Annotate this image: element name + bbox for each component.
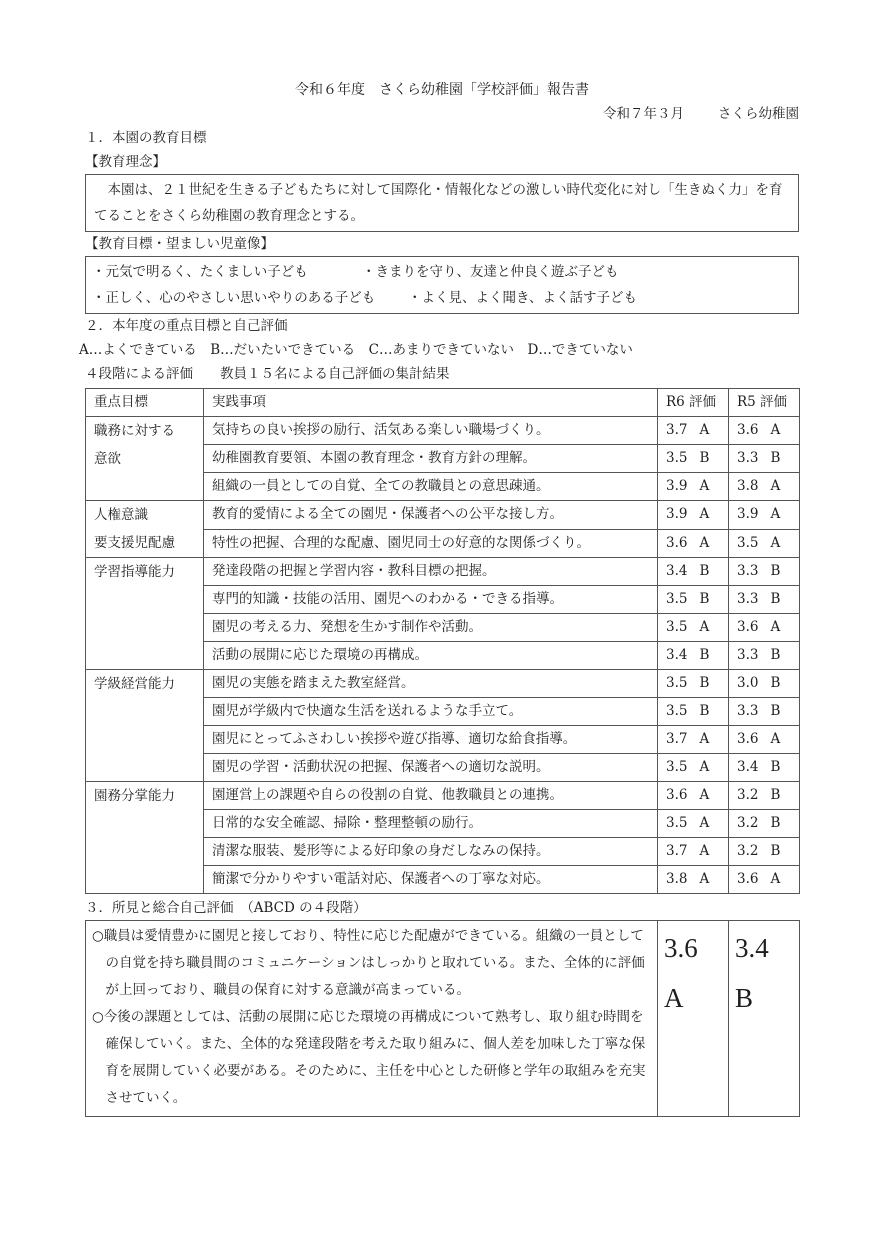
overall-r6-cell [658,921,729,1117]
practice-cell: 園児が学級内で快適な生活を送れるような手立て。 [204,698,658,726]
philosophy-label: 【教育理念】 [85,154,166,170]
r5-grade: B [770,815,781,831]
evaluation-note: ４段階による評価 教員１５名による自己評価の集計結果 [85,366,450,382]
r6-score: 3.4 [666,647,688,663]
section3-heading: ３．所見と総合自己評価 （ABCD の４段階） [85,900,367,916]
summary-row [86,921,800,1117]
r6-score: 3.5 [666,450,688,466]
r5-grade: B [770,675,781,691]
r6-grade: A [699,534,710,551]
goals-label: 【教育目標・望ましい児童像】 [85,236,274,252]
goal-item: ・きまりを守り、友達と仲良く遊ぶ子ども [362,264,619,280]
r5-grade: B [770,563,781,579]
r5-grade: A [770,478,781,494]
r5-grade: B [770,703,781,719]
r6-score: 3.5 [666,815,688,831]
r6-score: 3.9 [666,478,688,494]
finding-paragraph: ○今後の課題としては、活動の展開に応じた環境の再構成について熟考し、取り組む時間を確保していく。また、全体的な発達段階を考えた取り組みに、個人差を加味した丁寧な保育を展開していく必要がある。そのために、主任を中心とした研修と学年の取組みを充実させていく。 [92,1009,646,1106]
practice-cell: 園児の実態を踏まえた教室経営。 [204,670,658,698]
r6-score: 3.5 [666,619,688,635]
r6-grade: A [699,815,710,831]
category-label: 人権意識 [94,507,148,523]
r6-score: 3.7 [666,422,688,438]
r6-evaluation-cell [658,670,729,698]
r5-grade: A [770,619,781,635]
r5-score: 3.6 [737,619,759,635]
r6-score: 3.7 [666,731,688,747]
r5-evaluation-cell [729,473,800,501]
r5-score: 3.2 [737,843,759,859]
table-header-row [86,389,800,417]
category-cell [86,782,204,894]
category-cell [86,417,204,501]
r6-grade: A [699,731,710,747]
r6-evaluation-cell [658,473,729,501]
summary-table [85,920,800,1117]
r5-grade: A [770,506,781,523]
r6-score: 3.7 [666,843,688,859]
r6-evaluation-cell [658,782,729,810]
r6-evaluation-cell [658,726,729,754]
goals-row [92,285,790,311]
table-row [86,501,800,530]
category-cell [86,670,204,782]
practice-cell: 教育的愛情による全ての園児・保護者への公平な接し方。 [204,501,658,530]
r5-grade: B [770,647,781,663]
r5-evaluation-cell [729,810,800,838]
r6-grade: A [699,422,710,438]
goal-item: ・よく見、よく聞き、よく話す子ども [408,290,637,306]
r5-score: 3.5 [737,534,759,551]
practice-cell: 気持ちの良い挨拶の励行、活気ある楽しい職場づくり。 [204,417,658,445]
category-label: 学習指導能力 [94,564,175,580]
practice-cell: 簡潔で分かりやすい電話対応、保護者への丁寧な対応。 [204,866,658,894]
r5-score: 3.9 [737,506,759,523]
goals-row [92,259,790,285]
r5-evaluation-cell [729,586,800,614]
r5-score: 3.8 [737,478,759,494]
r6-evaluation-cell [658,586,729,614]
r6-grade: A [699,871,710,887]
practice-cell: 専門的知識・技能の活用、園児へのわかる・できる指導。 [204,586,658,614]
column-header: R5 評価 [729,389,800,417]
r5-grade: A [770,731,781,747]
column-header: 実践事項 [204,389,658,417]
r6-evaluation-cell [658,866,729,894]
r5-evaluation-cell [729,754,800,782]
r6-score: 3.4 [666,563,688,579]
overall-r5-cell [729,921,800,1117]
r5-grade: B [770,843,781,859]
r6-evaluation-cell [658,810,729,838]
goal-item: ・正しく、心のやさしい思いやりのある子ども [92,290,376,306]
r6-evaluation-cell [658,501,729,530]
r6-grade: B [699,591,710,607]
r6-score: 3.5 [666,759,688,775]
r6-evaluation-cell [658,529,729,558]
practice-cell: 日常的な安全確認、掃除・整理整頓の励行。 [204,810,658,838]
practice-cell: 園運営上の課題や自らの役割の自覚、他教職員との連携。 [204,782,658,810]
r5-score: 3.6 [737,731,759,747]
section1-heading: １．本園の教育目標 [85,130,207,146]
table-row [86,558,800,586]
r5-grade: B [770,450,781,466]
r6-score: 3.5 [666,675,688,691]
r5-score: 3.3 [737,591,759,607]
r5-score: 3.3 [737,647,759,663]
evaluation-table-body [86,417,800,894]
r6-grade: A [699,506,710,523]
section2-heading: ２．本年度の重点目標と自己評価 [85,318,288,334]
r5-grade: A [770,534,781,551]
r5-score: 3.6 [737,871,759,887]
overall-r6-grade: A [664,983,684,1013]
r5-grade: B [770,759,781,775]
practice-cell: 園児にとってふさわしい挨拶や遊び指導、適切な給食指導。 [204,726,658,754]
r5-evaluation-cell [729,501,800,530]
r6-evaluation-cell [658,698,729,726]
practice-cell: 清潔な服装、髪形等による好印象の身だしなみの保持。 [204,838,658,866]
r5-grade: B [770,591,781,607]
r5-evaluation-cell [729,726,800,754]
grade-legend: A…よくできている B…だいたいできている C…あまりできていない D…できていない [79,342,633,358]
goals-box [85,256,799,314]
r6-evaluation-cell [658,614,729,642]
table-row [86,670,800,698]
r6-score: 3.5 [666,703,688,719]
r6-grade: B [699,675,710,691]
practice-cell: 特性の把握、合理的な配慮、園児同士の好意的な関係づくり。 [204,529,658,558]
practice-cell: 幼稚園教育要領、本園の教育理念・教育方針の理解。 [204,445,658,473]
r5-grade: A [770,422,781,438]
category-label: 要支援児配慮 [94,535,175,551]
r6-grade: B [699,647,710,663]
r6-grade: A [699,787,710,803]
category-cell [86,501,204,558]
overall-r6-score: 3.6 [664,933,698,963]
r5-score: 3.0 [737,675,759,691]
column-header: R6 評価 [658,389,729,417]
practice-cell: 組織の一員としての自覚、全ての教職員との意思疎通。 [204,473,658,501]
r6-evaluation-cell [658,558,729,586]
r5-evaluation-cell [729,417,800,445]
r5-score: 3.2 [737,787,759,803]
r6-evaluation-cell [658,417,729,445]
practice-cell: 園児の考える力、発想を生かす制作や活動。 [204,614,658,642]
r6-evaluation-cell [658,445,729,473]
column-header: 重点目標 [86,389,204,417]
r6-score: 3.8 [666,871,688,887]
category-label: 園務分掌能力 [94,788,175,804]
r5-score: 3.6 [737,422,759,438]
r5-evaluation-cell [729,614,800,642]
r6-score: 3.5 [666,591,688,607]
report-title: 令和６年度 さくら幼稚園「学校評価」報告書 [295,82,589,98]
r6-grade: A [699,478,710,494]
r5-evaluation-cell [729,670,800,698]
r5-grade: A [770,871,781,887]
r6-grade: A [699,759,710,775]
r6-evaluation-cell [658,642,729,670]
overall-r5-score: 3.4 [735,933,769,963]
practice-cell: 園児の学習・活動状況の把握、保護者への適切な説明。 [204,754,658,782]
r5-evaluation-cell [729,558,800,586]
overall-r5-grade: B [735,983,754,1013]
r5-score: 3.4 [737,759,759,775]
r6-grade: A [699,843,710,859]
practice-cell: 発達段階の把握と学習内容・教科目標の把握。 [204,558,658,586]
r5-evaluation-cell [729,866,800,894]
r5-evaluation-cell [729,698,800,726]
r6-score: 3.9 [666,506,688,523]
goal-item: ・元気で明るく、たくましい子ども [92,264,308,280]
r5-score: 3.3 [737,563,759,579]
r5-grade: B [770,787,781,803]
table-row [86,782,800,810]
report-page [79,78,799,1117]
r6-evaluation-cell [658,754,729,782]
r6-grade: B [699,563,710,579]
findings-cell [86,921,658,1117]
r5-evaluation-cell [729,782,800,810]
r6-score: 3.6 [666,534,688,551]
r5-score: 3.2 [737,815,759,831]
r5-score: 3.3 [737,450,759,466]
table-row [86,417,800,445]
r6-grade: B [699,450,710,466]
r6-grade: A [699,619,710,635]
evaluation-table [85,388,800,894]
report-date: 令和７年３月 [603,106,684,122]
category-label: 意欲 [94,451,121,467]
category-cell [86,558,204,670]
r6-grade: B [699,703,710,719]
r5-evaluation-cell [729,642,800,670]
r5-evaluation-cell [729,838,800,866]
r5-score: 3.3 [737,703,759,719]
finding-paragraph: ○職員は愛情豊かに園児と接しており、特性に応じた配慮ができている。組織の一員としての自覚を持ち職員間のコミュニケーションはしっかりと取れている。また、全体的に評価が上回っており、職員の保育に対する意識が高まっている。 [92,928,645,998]
category-label: 職務に対する [94,423,175,439]
r6-score: 3.6 [666,787,688,803]
r5-evaluation-cell [729,445,800,473]
r6-evaluation-cell [658,838,729,866]
category-label: 学級経営能力 [94,676,175,692]
date-line [85,102,799,126]
philosophy-box: 本園は、２１世紀を生きる子どもたちに対して国際化・情報化などの激しい時代変化に対し「生きぬく力」を育てることをさくら幼稚園の教育理念とする。 [85,174,799,232]
school-name: さくら幼稚園 [718,106,799,122]
r5-evaluation-cell [729,529,800,558]
practice-cell: 活動の展開に応じた環境の再構成。 [204,642,658,670]
